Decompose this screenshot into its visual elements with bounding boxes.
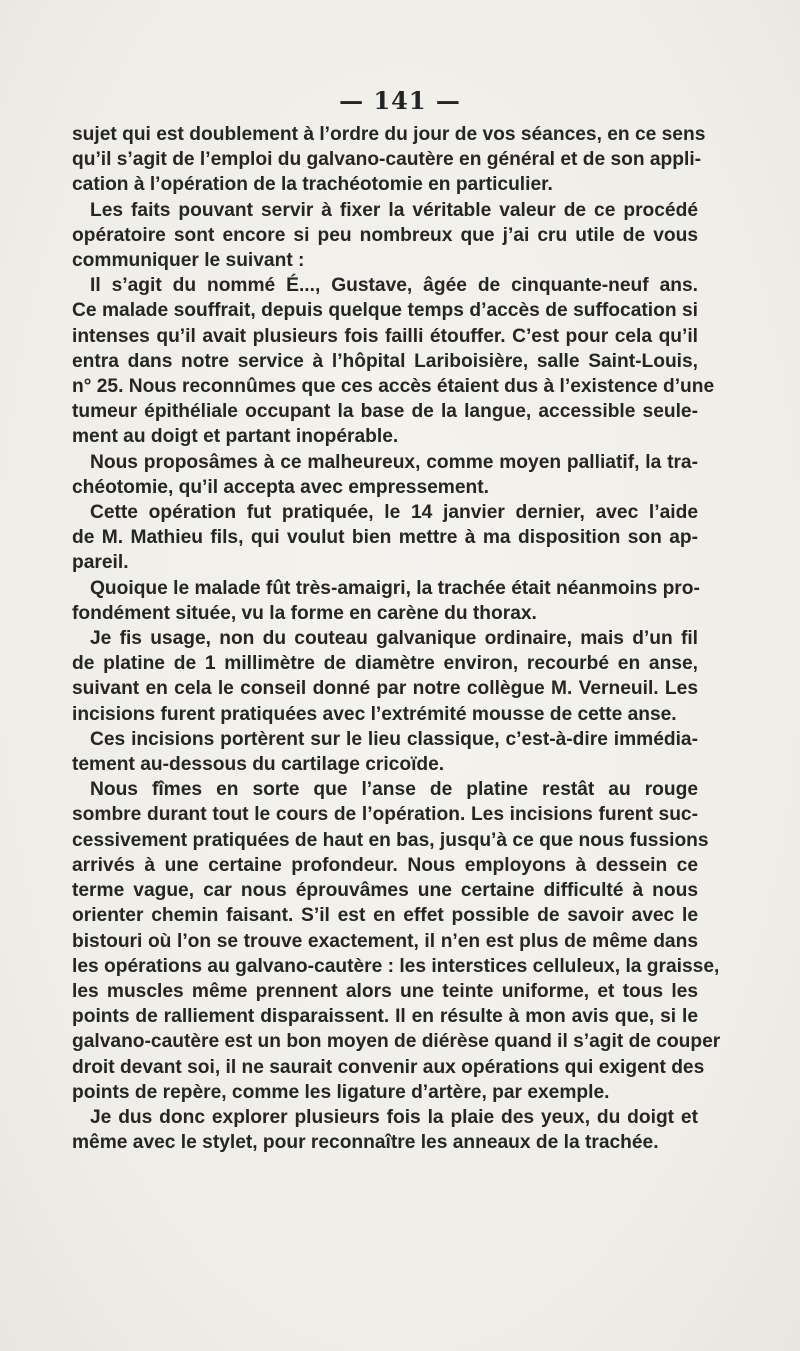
text-line: qu’il s’agit de l’emploi du galvano-cautère en général et de son appli- — [72, 149, 702, 171]
text-line: même avec le stylet, pour reconnaître les anneaux de la trachée. — [72, 1132, 659, 1154]
paragraph — [72, 198, 698, 274]
text-line: tement au-dessous du cartilage cricoïde. — [72, 754, 445, 776]
text-line: ment au doigt et partant inopérable. — [72, 426, 399, 448]
text-line: de platine de 1 millimètre de diamètre environ, recourbé en anse, — [72, 653, 698, 675]
text-line: pareil. — [72, 552, 129, 574]
text-line: Les faits pouvant servir à fixer la véritable valeur de ce procédé — [90, 199, 698, 221]
text-line: bistouri où l’on se trouve exactement, il n’en est plus de même dans — [72, 930, 698, 952]
text-line: Ces incisions portèrent sur le lieu classique, c’est-à-dire immédia- — [90, 728, 698, 750]
text-line: sombre durant tout le cours de l’opération. Les incisions furent suc- — [72, 804, 698, 826]
text-line: arrivés à une certaine profondeur. Nous employons à dessein ce — [72, 854, 698, 876]
text-line: chéotomie, qu’il accepta avec empressement. — [72, 476, 489, 498]
text-line: Il s’agit du nommé É..., Gustave, âgée de cinquante-neuf ans. — [90, 275, 698, 297]
text-line: incisions furent pratiquées avec l’extrémité mousse de cette anse. — [72, 703, 677, 725]
body-text — [72, 122, 721, 1155]
text-line: Je fis usage, non du couteau galvanique ordinaire, mais d’un fil — [90, 628, 698, 650]
text-line: points de ralliement disparaissent. Il en résulte à mon avis que, si le — [72, 1006, 698, 1028]
text-line: Nous fîmes en sorte que l’anse de platine restât au rouge — [90, 779, 698, 801]
text-line: de M. Mathieu fils, qui voulut bien mettre à ma disposition son ap- — [72, 527, 698, 549]
text-line: entra dans notre service à l’hôpital Lariboisière, salle Saint-Louis, — [72, 350, 698, 372]
text-line: droit devant soi, il ne saurait convenir aux opérations qui exigent des — [72, 1056, 705, 1078]
text-line: intenses qu’il avait plusieurs fois failli étouffer. C’est pour cela qu’il — [72, 325, 698, 347]
text-line: sujet qui est doublement à l’ordre du jour de vos séances, en ce sens — [72, 124, 706, 145]
text-line: terme vague, car nous éprouvâmes une certaine difficulté à nous — [72, 880, 698, 902]
paragraph — [72, 727, 698, 777]
paragraph — [72, 273, 715, 449]
paragraph — [72, 626, 698, 727]
text-line: n° 25. Nous reconnûmes que ces accès étaient dus à l’existence d’une — [72, 376, 715, 398]
paragraph — [72, 1105, 698, 1155]
text-line: cation à l’opération de la trachéotomie en particulier. — [72, 174, 553, 196]
text-line: Ce malade souffrait, depuis quelque temps d’accès de suffocation si — [72, 300, 698, 322]
text-line: Cette opération fut pratiquée, le 14 janvier dernier, avec l’aide — [90, 502, 698, 524]
text-line: opératoire sont encore si peu nombreux que j’ai cru utile de vous — [72, 224, 698, 246]
text-line: points de repère, comme les ligature d’artère, par exemple. — [72, 1081, 610, 1103]
paragraph — [72, 450, 698, 500]
text-line: communiquer le suivant : — [72, 250, 305, 272]
text-line: Nous proposâmes à ce malheureux, comme moyen palliatif, la tra- — [90, 451, 698, 473]
paragraph — [72, 777, 721, 1105]
text-line: les muscles même prennent alors une teinte uniforme, et tous les — [72, 980, 698, 1002]
text-line: cessivement pratiquées de haut en bas, jusqu’à ce que nous fussions — [72, 829, 709, 851]
text-line: orienter chemin faisant. S’il est en effet possible de savoir avec le — [72, 905, 698, 927]
paragraph — [72, 500, 698, 576]
text-line: suivant en cela le conseil donné par notre collègue M. Verneuil. Les — [72, 678, 698, 700]
text-line: les opérations au galvano-cautère : les interstices celluleux, la graisse, — [72, 955, 720, 977]
paragraph — [72, 576, 698, 626]
text-line: tumeur épithéliale occupant la base de la langue, accessible seule- — [72, 401, 698, 423]
paragraph — [72, 122, 706, 198]
text-line: Je dus donc explorer plusieurs fois la plaie des yeux, du doigt et — [90, 1106, 698, 1128]
text-line: Quoique le malade fût très-amaigri, la trachée était néanmoins pro- — [90, 577, 700, 599]
text-line: galvano-cautère est un bon moyen de diérèse quand il s’agit de couper — [72, 1031, 721, 1053]
page-number: — 141 — — [339, 86, 461, 115]
text-line: fondément située, vu la forme en carène du thorax. — [72, 602, 537, 624]
